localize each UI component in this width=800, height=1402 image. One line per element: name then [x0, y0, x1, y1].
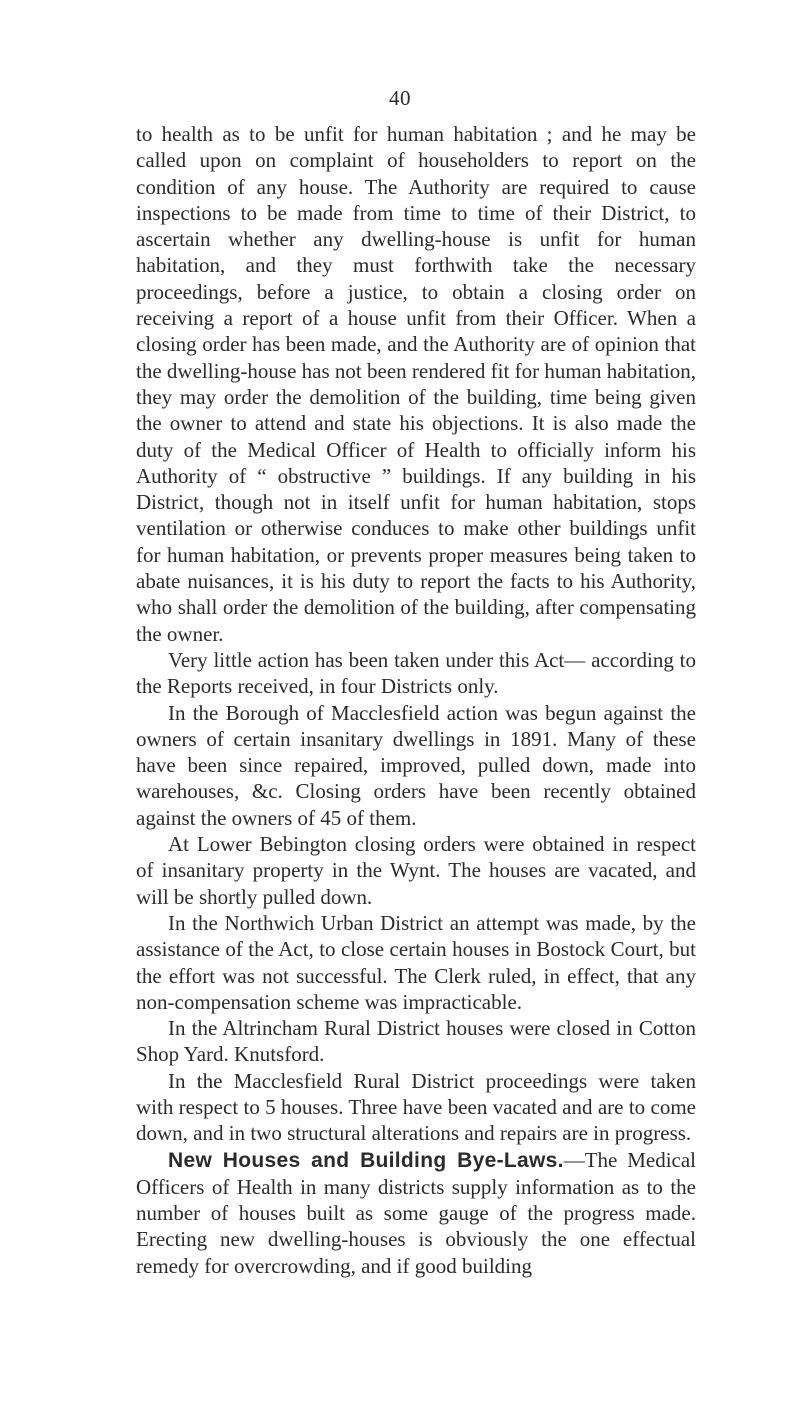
- paragraph-with-heading: [136, 1147, 696, 1279]
- section-heading: New Houses and Building Bye-Laws.: [168, 1148, 564, 1172]
- paragraph-text: —The Medical Officers of Health in many districts supply information as to the number of houses built as some gauge of the progress made. Erecting new dwelling-houses is obviously the one effectual remedy for overcrowding, and if good building: [136, 1147, 697, 1278]
- paragraph: In the Macclesfield Rural District proceedings were taken with respect to 5 houses. Three have been vacated and are to come down, and in two structural alterations and repairs are in progress.: [136, 1068, 696, 1146]
- page-number: 40: [389, 86, 411, 110]
- paragraph: to health as to be unfit for human habitation ; and he may be called upon on complaint of householders to report on the condition of any house. The Authority are required to cause inspections to be made from time to time of their District, to ascertain whether any dwelling-house is unfit for human habitation, and they must forthwith take the necessary proceedings, before a justice, to obtain a closing order on receiving a report of a house unfit from their Officer. When a closing order has been made, and the Authority are of opinion that the dwelling-house has not been rendered fit for human habitation, they may order the demolition of the building, time being given the owner to attend and state his objections. It is also made the duty of the Medical Officer of Health to officially inform his Authority of “ obstructive ” buildings. If any building in his District, though not in itself unfit for human habitation, stops ventilation or otherwise conduces to make other buildings unfit for human habitation, or prevents proper measures being taken to abate nuisances, it is his duty to report the facts to his Authority, who shall order the demolition of the building, after compensating the owner.: [136, 122, 696, 646]
- paragraph: In the Borough of Macclesfield action was begun against the owners of certain insanitary dwellings in 1891. Many of these have been since repaired, improved, pulled down, made into warehouses, &c. Closing orders have been recently obtained against the owners of 45 of them.: [136, 700, 696, 830]
- paragraph: Very little action has been taken under this Act— according to the Reports received, in four Districts only.: [136, 647, 696, 699]
- body-text: [136, 121, 696, 1279]
- paragraph: At Lower Bebington closing orders were obtained in respect of insanitary property in the Wynt. The houses are vacated, and will be shortly pulled down.: [136, 832, 696, 909]
- paragraph: In the Northwich Urban District an attempt was made, by the assistance of the Act, to close certain houses in Bostock Court, but the effort was not successful. The Clerk ruled, in effect, that any non-compensation scheme was impracticable.: [136, 910, 696, 1014]
- paragraph: In the Altrincham Rural District houses were closed in Cotton Shop Yard. Knutsford.: [136, 1016, 696, 1067]
